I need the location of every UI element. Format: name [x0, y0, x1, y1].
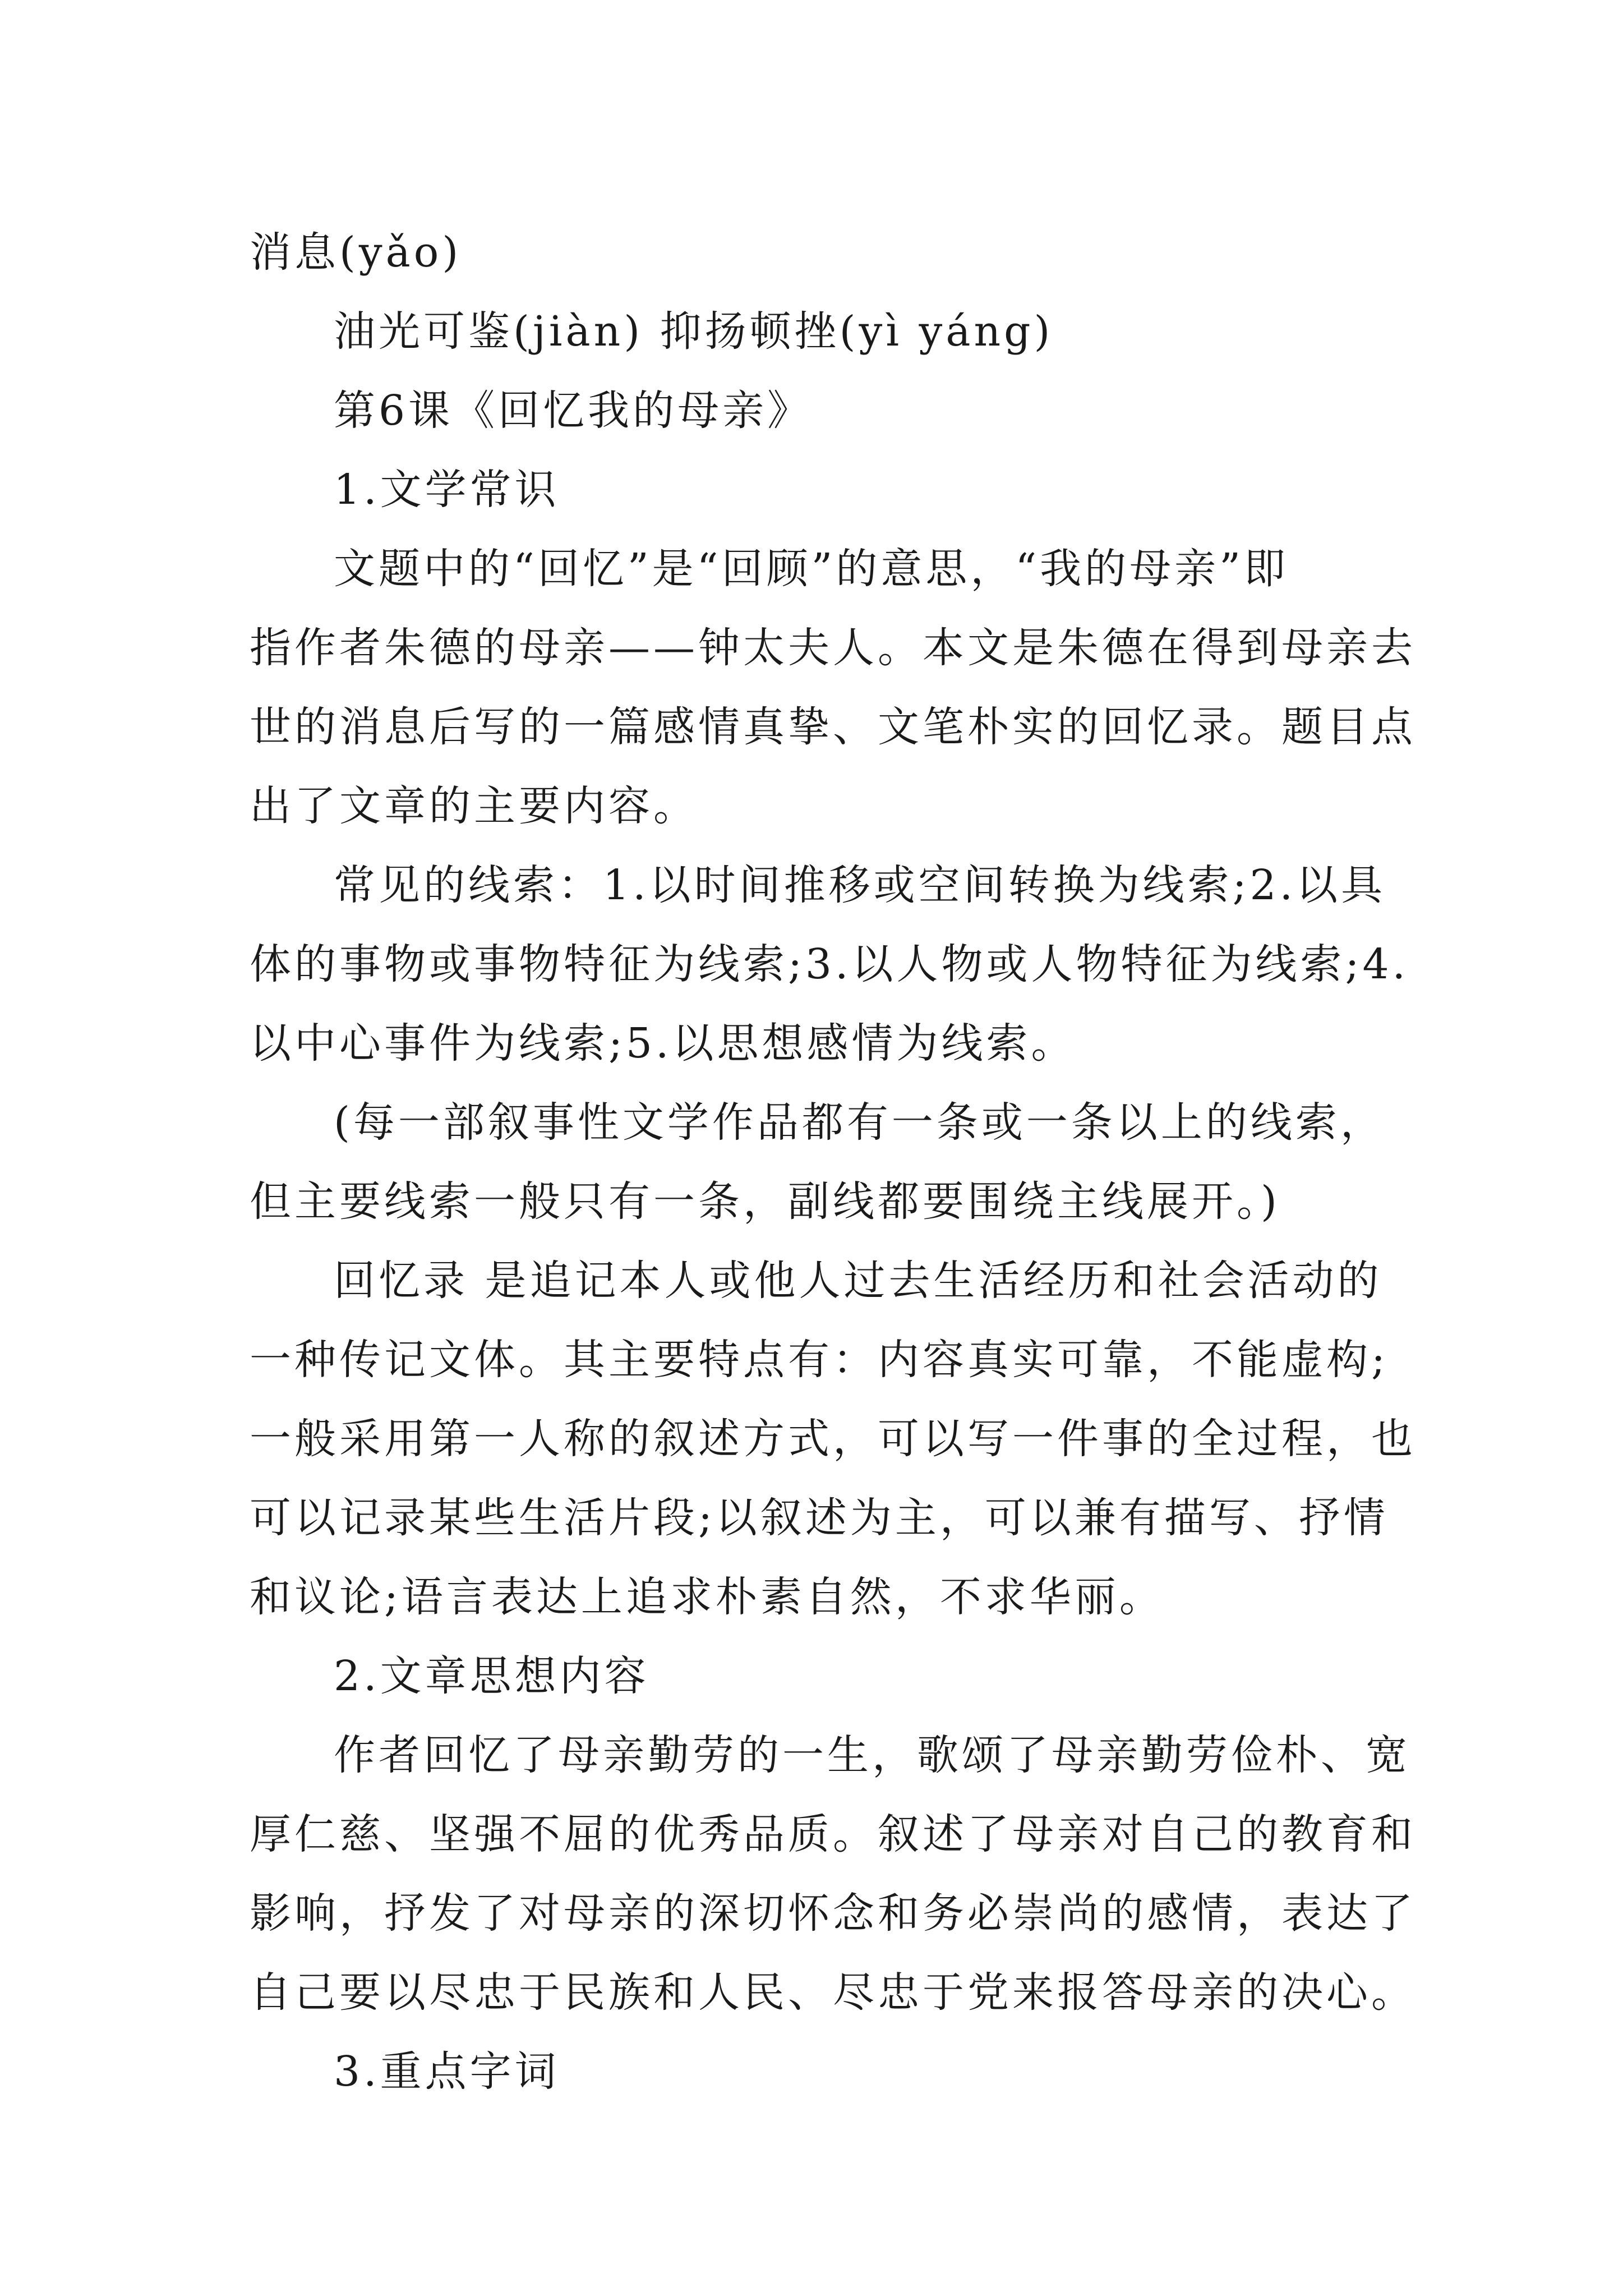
text-line: 作者回忆了母亲勤劳的一生，歌颂了母亲勤劳俭朴、宽	[334, 1731, 1410, 1779]
text-line: 文题中的“回忆”是“回顾”的意思，“我的母亲”即	[334, 545, 1289, 593]
text-line: 常见的线索：1.以时间推移或空间转换为线索;2.以具	[334, 861, 1386, 909]
text-line: 一般采用第一人称的叙述方式，可以写一件事的全过程，也	[250, 1415, 1416, 1463]
text-line: 油光可鉴(jiàn) 抑扬顿挫(yì yáng)	[334, 307, 1054, 356]
text-line: 指作者朱德的母亲——钟太夫人。本文是朱德在得到母亲去	[250, 624, 1416, 672]
document-body	[250, 213, 1416, 2111]
text-line: 消息(yǎo)	[250, 228, 462, 277]
text-line: 可以记录某些生活片段;以叙述为主，可以兼有描写、抒情	[250, 1494, 1389, 1542]
text-line: 影响，抒发了对母亲的深切怀念和务必崇尚的感情，表达了	[250, 1889, 1416, 1938]
section-heading: 1.文学常识	[334, 466, 560, 514]
section-heading: 2.文章思想内容	[334, 1652, 649, 1700]
text-line: 和议论;语言表达上追求朴素自然，不求华丽。	[250, 1573, 1164, 1621]
text-line: 体的事物或事物特征为线索;3.以人物或人物特征为线索;4.	[250, 940, 1409, 988]
text-line: 世的消息后写的一篇感情真挚、文笔朴实的回忆录。题目点	[250, 703, 1416, 751]
text-line: 厚仁慈、坚强不屈的优秀品质。叙述了母亲对自己的教育和	[250, 1810, 1416, 1858]
text-line: 以中心事件为线索;5.以思想感情为线索。	[250, 1019, 1076, 1068]
lesson-title: 第6课《回忆我的母亲》	[334, 386, 813, 435]
text-line: 出了文章的主要内容。	[250, 782, 698, 830]
text-line: (每一部叙事性文学作品都有一条或一条以上的线索，	[334, 1098, 1385, 1147]
text-line: 自己要以尽忠于民族和人民、尽忠于党来报答母亲的决心。	[250, 1968, 1416, 2017]
text-line: 但主要线索一般只有一条，副线都要围绕主线展开。)	[250, 1177, 1280, 1226]
section-heading: 3.重点字词	[334, 2047, 560, 2096]
text-line: 一种传记文体。其主要特点有：内容真实可靠，不能虚构;	[250, 1336, 1389, 1384]
text-line: 回忆录 是追记本人或他人过去生活经历和社会活动的	[334, 1257, 1382, 1305]
